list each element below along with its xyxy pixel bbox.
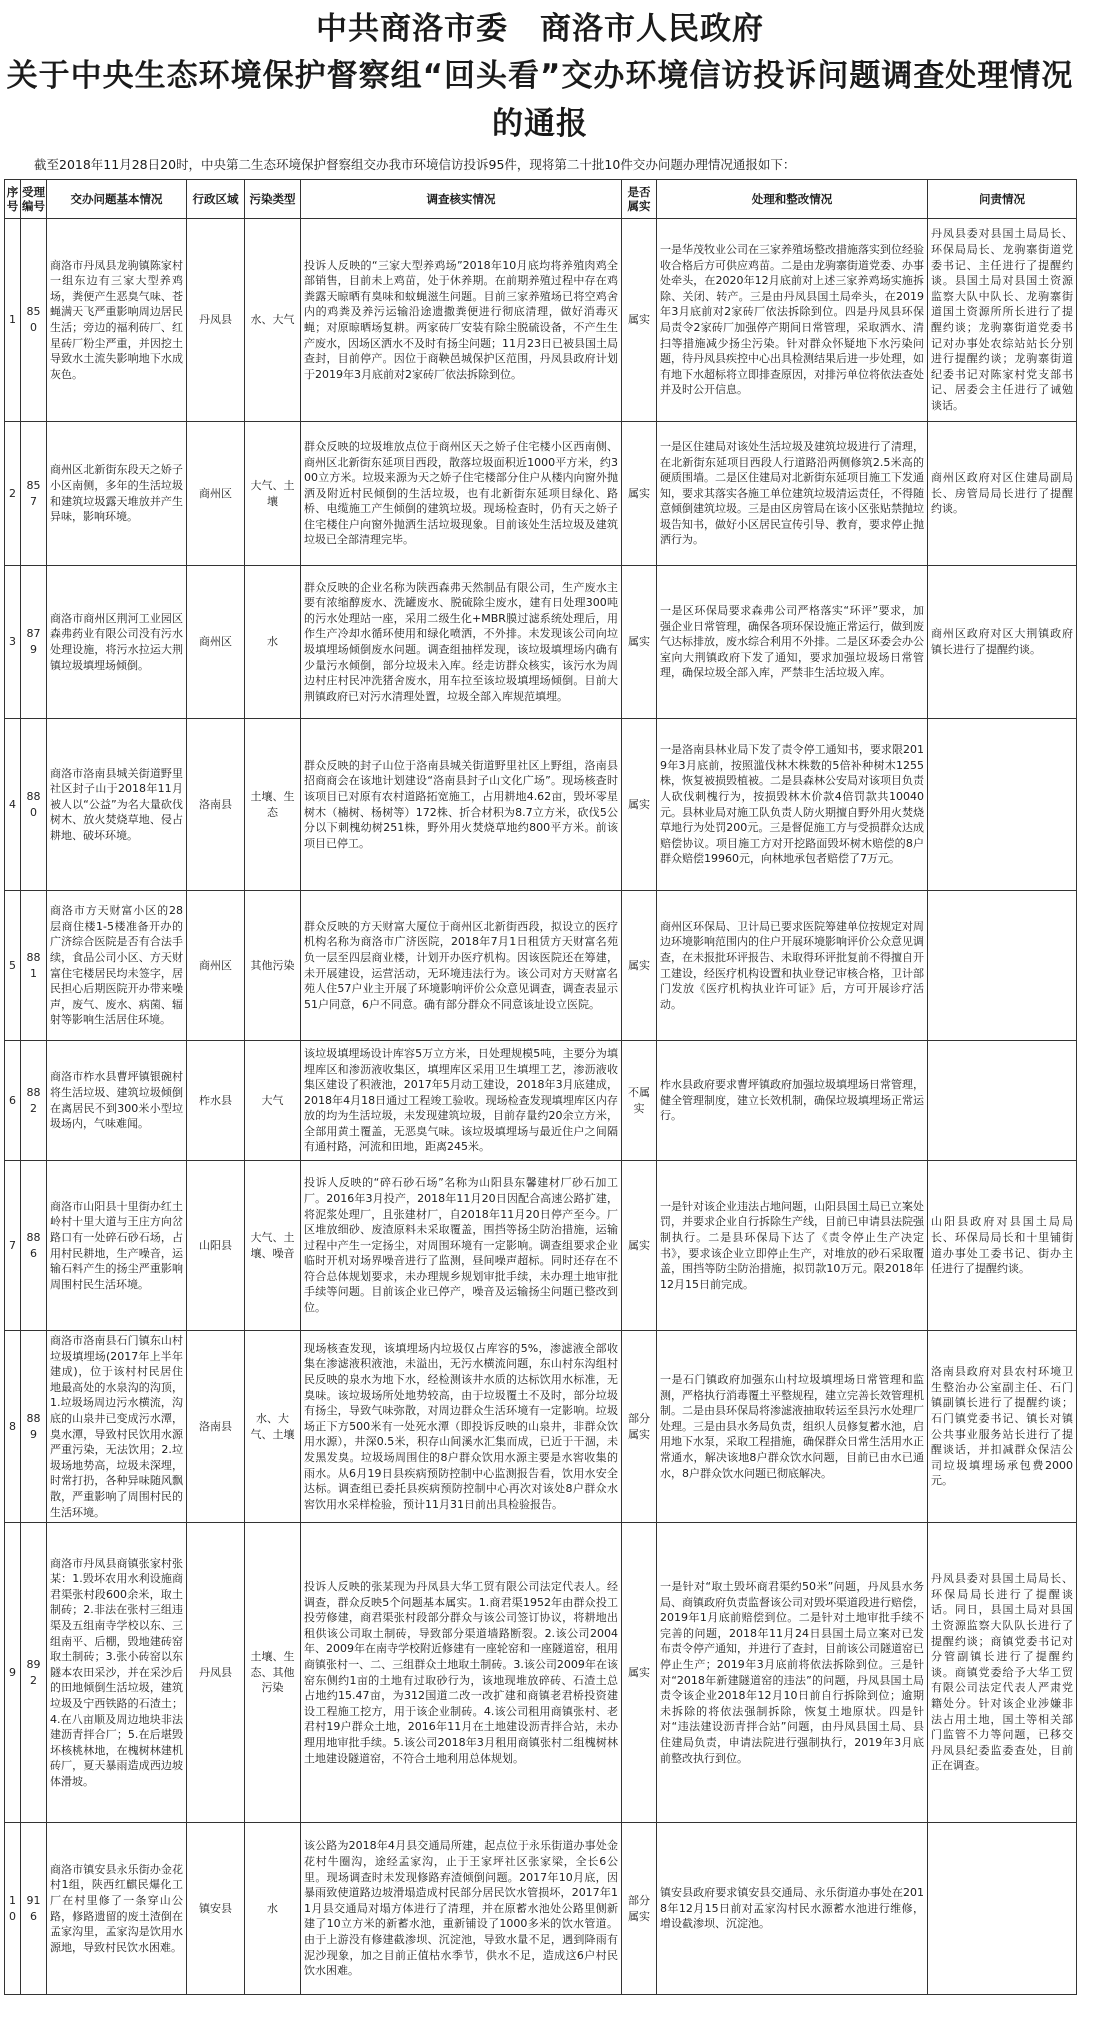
row-district-cell: 山阳县 [187, 1161, 245, 1331]
row-pollution-cell: 水 [245, 1823, 301, 1995]
row-district-cell: 洛南县 [187, 1331, 245, 1523]
row-verified-cell: 属实 [622, 219, 657, 422]
row-seq-cell: 5 [5, 891, 21, 1041]
table-row [5, 1041, 1077, 1161]
row-code-cell: 850 [21, 219, 47, 422]
row-accountability-cell: 商州区政府对区大荆镇政府镇长进行了提醒约谈。 [928, 566, 1077, 719]
row-verified-cell: 属实 [622, 891, 657, 1041]
row-pollution-cell: 水、大气 [245, 219, 301, 422]
row-district-cell: 洛南县 [187, 719, 245, 891]
row-district-cell: 丹凤县 [187, 219, 245, 422]
row-issue-cell: 商洛市洛南县城关街道野里社区封子山于2018年11月被人以“公益”为名大量砍伐树木、放火焚烧草地、侵占耕地、破坏环境。 [47, 719, 187, 891]
row-district-cell: 丹凤县 [187, 1523, 245, 1823]
row-seq-cell: 4 [5, 719, 21, 891]
document-title-line1: 中共商洛市委 商洛市人民政府 [316, 11, 764, 47]
row-issue-cell: 商洛市丹凤县商镇张家村张某：1.毁坏农用水利设施商君渠张村段600余米，取土制砖；2.非法在张村三组违渠及五组南寺学校以东、三组南平、后棚，毁地建砖窑取土制砖；3.张小砖窑以东隧本农田采沙，并在采沙后的田地倾倒生活垃圾，建筑垃圾及宁西铁路的石渣土；4.在八亩顺及周边地块非法建沥青拌合厂；5.在后堪毁坏核桃林地，在槐树林建机砖厂，夏天暴雨造成西边坡体滑坡。 [47, 1523, 187, 1823]
row-verified-cell: 属实 [622, 566, 657, 719]
row-verified-cell: 不属实 [622, 1041, 657, 1161]
header-issue: 交办问题基本情况 [47, 180, 187, 219]
row-district-cell: 柞水县 [187, 1041, 245, 1161]
header-verified: 是否属实 [622, 180, 657, 219]
row-accountability-cell: 丹凤县委对县国土局局长、环保局局长、龙驹寨街道党委书记、主任进行了提醒约谈。县国土局对县国土资源监察大队中队长、龙驹寨街道国土资源所所长进行了提醒约谈；龙驹寨街道党委书记对办事处农综站站长分别进行提醒约谈；龙驹寨街道纪委书记对陈家村党支部书记、居委会主任进行了诫勉谈话。 [928, 219, 1077, 422]
row-investigation-cell: 群众反映的方天财富大厦位于商州区北新街西段，拟设立的医疗机构名称为商洛市广济医院，2018年7月1日租赁方天财富名苑负一层至四层商业楼，计划开办医疗机构。因该医院还在筹建，未开展建设，运营活动，无环境违法行为。该公司对方天财富名苑人住57户业主开展了环境影响评价公众意见调查，调查表显示51户同意，6户不同意。确有部分群众不同意该址设立医院。 [301, 891, 622, 1041]
row-investigation-cell: 该垃圾填埋场设计库容5万立方米，日处理规模5吨，主要分为填埋库区和渗沥液收集区，填埋库区采用卫生填埋工艺，渗沥液收集区建设了积液池，2017年5月动工建设，2018年3月底建成，2018年4月18日通过工程竣工验收。现场检查发现填埋库区内存放的均为生活垃圾，未发现建筑垃圾，目前存量约20余立方米，全部用黄土覆盖，无恶臭气味。该垃圾填埋场与最近住户之间隔有通村路，河流和田地，距离245米。 [301, 1041, 622, 1161]
row-handling-cell: 一是区环保局要求森弗公司严格落实“环评”要求，加强企业日常管理，确保各项环保设施正常运行，做到废气达标排放，废水综合利用不外排。二是区环委会办公室向大荆镇政府下发了通知，要求加强垃圾场日常管理，确保垃圾全部入库，严禁非生活垃圾入库。 [657, 566, 928, 719]
row-pollution-cell: 大气 [245, 1041, 301, 1161]
header-code: 受理编号 [21, 180, 47, 219]
row-accountability-cell [928, 719, 1077, 891]
row-code-cell: 880 [21, 719, 47, 891]
row-district-cell: 商州区 [187, 891, 245, 1041]
row-investigation-cell: 该公路为2018年4月县交通局所建，起点位于永乐街道办事处金花村牛圈沟，途经孟家沟，止于王家坪社区张家梁，全长6公里。现场调查时未发现修路弃渣倾倒问题。2017年10月底，因暴雨致使道路边坡滑塌造成村民部分居民饮水管损坏，2017年11月县交通局对塌方体进行了清理，并在原蓄水池处公路里侧新建了10立方米的新蓄水池，重新铺设了1000多米的饮水管道。由于上游没有修建截渗坝、沉淀池，导致水量不足，遇到降雨有泥沙现象，加之目前正值枯水季节，供水不足，造成这6户村民饮水困难。 [301, 1823, 622, 1995]
row-code-cell: 886 [21, 1161, 47, 1331]
row-seq-cell: 10 [5, 1823, 21, 1995]
row-pollution-cell: 土壤、生态、其他污染 [245, 1523, 301, 1823]
header-district: 行政区域 [187, 180, 245, 219]
row-handling-cell: 一是针对该企业违法占地问题，山阳县国土局已立案处罚，并要求企业自行拆除生产线，目前已申请县法院强制执行。二是县环保局下达了《责令停止生产决定书》，要求该企业立即停止生产，对堆放的砂石采取覆盖，围挡等防尘防治措施，拟罚款10万元。限2018年12月15日前完成。 [657, 1161, 928, 1331]
table-row [5, 1823, 1077, 1995]
table-row [5, 1161, 1077, 1331]
row-seq-cell: 7 [5, 1161, 21, 1331]
row-issue-cell: 商洛市柞水县曹坪镇银碗村将生活垃圾、建筑垃圾倾倒在离居民不到300米小型垃圾场内，气味难闻。 [47, 1041, 187, 1161]
row-code-cell: 889 [21, 1331, 47, 1523]
row-handling-cell: 一是针对“取土毁坏商君渠约50米”问题，丹凤县水务局、商镇政府负责监督该公司对毁坏渠道段进行赔偿，2019年1月底前赔偿到位。二是针对土地审批手续不完善的问题，2018年11月24日县国土局立案对已发布责令停产通知，并进行了查封，目前该公司隧道窑已停止生产；2019年3月底前将依法拆除到位。三是针对“2018年新建隧道窑的违法”的问题，丹凤县国土局责令该企业2018年12月10日前自行拆除到位；逾期未拆除的将依法强制拆除，恢复土地原状。四是针对“违法建设沥青拌合站”问题，由丹凤县国土局、县住建局负责，申请法院进行强制执行，2019年3月底前整改执行到位。 [657, 1523, 928, 1823]
row-investigation-cell: 投诉人反映的“碎石砂石场”名称为山阳县东馨建材厂砂石加工厂。2016年3月投产，2018年11月20日因配合高速公路扩建，将泥浆处理厂，且张建材厂，自2018年11月20日停产至今。厂区堆放细砂、废渣原料未采取覆盖，围挡等扬尘防治措施，运输过程中产生一定扬尘，对周围环境有一定影响。调查组要求企业临时开机对场界噪音进行了监测，昼间噪声超标。同时还存在不符合总体规划要求，未办理规乡规划审批手续，未办理土地审批手续等问题。目前该企业已停产，噪音及运输扬尘问题已整改到位。 [301, 1161, 622, 1331]
table-header-row [5, 180, 1077, 219]
row-verified-cell: 部分属实 [622, 1823, 657, 1995]
row-pollution-cell: 大气、土壤、噪音 [245, 1161, 301, 1331]
row-verified-cell: 属实 [622, 1523, 657, 1823]
row-district-cell: 商州区 [187, 566, 245, 719]
row-pollution-cell: 土壤、生态 [245, 719, 301, 891]
row-investigation-cell: 现场核查发现，该填埋场内垃圾仅占库容的5%，渗滤液全部收集在渗滤液积液池，未溢出，无污水横流问题，东山村东沟组村民反映的泉水为地下水，经检测该井水质的达标饮用水标准，无臭味。该垃圾场所处地势较高，由于垃圾覆土不及时，部分垃圾有扬尘，导致气味弥散，对周边群众生活环境有一定影响。垃圾场正下方500米有一处死水潭（即投诉反映的山泉井，非群众饮用水源），井深0.5米，积存山间溪水汇集而成，已近于干涸，未发黑发臭。垃圾场周围住的8户群众饮用水源主要是水窖收集的雨水。从6月19日县疾病预防控制中心监测报告看，饮用水安全达标。调查组已委托县疾病预防控制中心再次对该处8户群众水窖饮用水采样检验，预计11月31日前出具检验报告。 [301, 1331, 622, 1523]
document-title-line2: 关于中央生态环境保护督察组“回头看”交办环境信访投诉问题调查处理情况的通报 [6, 58, 1074, 142]
header-seq: 序号 [5, 180, 21, 219]
row-seq-cell: 3 [5, 566, 21, 719]
row-code-cell: 879 [21, 566, 47, 719]
row-accountability-cell: 洛南县政府对县农村环境卫生整治办公室副主任、石门镇副镇长进行了提醒约谈；石门镇党委书记、镇长对镇公共事业服务站长进行了提醒谈话，并扣减群众保洁公司垃圾填埋场承包费2000元。 [928, 1331, 1077, 1523]
row-issue-cell: 商洛市方天财富小区的28层商住楼1-5楼准备开办的广济综合医院是否有合法手续，食品公司小区、方天财富住宅楼居民均未签字，居民担心后期医院开办带来噪声，废气、废水、病菌、辐射等影响生活居住环境。 [47, 891, 187, 1041]
row-issue-cell: 商洛市镇安县永乐街办金花村1组，陕西红麒民爆化工厂在村里修了一条穿山公路，修路遗留的废土渣倒在孟家沟里，孟家沟是饮用水源地，导致村民饮水困难。 [47, 1823, 187, 1995]
row-investigation-cell: 投诉人反映的“三家大型养鸡场”2018年10月底均将养殖肉鸡全部销售，目前未上鸡苗，处于休养期。在前期养殖过程中存在鸡粪露天晾晒有臭味和蚊蝇滋生问题。目前三家养殖场已将空鸡舍内的鸡粪及养污运输沿途遗撒粪便进行彻底清理，做好消毒灭蝇；对原晾晒场复耕。两家砖厂安装有除尘脱硫设备，不产生生产废水，因场区洒水不及时有扬尘问题；11月23日已被县国土局查封，目前停产。因位于商鞅邑城保护区范围，丹凤县政府计划于2019年3月底前对2家砖厂依法拆除到位。 [301, 219, 622, 422]
row-investigation-cell: 群众反映的企业名称为陕西森弗天然制品有限公司，生产废水主要有浓缩醇废水、洗罐废水、脱硫除尘废水，建有日处理300吨的污水处理站一座，采用二级生化+MBR膜过滤系统处理后，用作生产冷却水循环使用和绿化喷洒，不外排。未发现该公司向垃圾填埋场倾倒废水问题。调查组抽样发现，该垃圾填埋场内确有少量污水倾倒，部分垃圾未入库。经走访群众核实，该污水为周边村庄村民冲洗猪舍废水，用车拉至该垃圾填埋场倾倒。目前大荆镇政府已对污水清理处置，垃圾全部入库规范填埋。 [301, 566, 622, 719]
row-code-cell: 882 [21, 1041, 47, 1161]
row-accountability-cell: 商州区政府对区住建局副局长、房管局局长进行了提醒约谈。 [928, 422, 1077, 566]
row-code-cell: 881 [21, 891, 47, 1041]
row-issue-cell: 商州区北新街东段天之娇子小区南侧，多年的生活垃圾和建筑垃圾露天堆放并产生异味，影响环境。 [47, 422, 187, 566]
row-district-cell: 镇安县 [187, 1823, 245, 1995]
table-row [5, 719, 1077, 891]
row-code-cell: 857 [21, 422, 47, 566]
table-row [5, 422, 1077, 566]
header-pollution: 污染类型 [245, 180, 301, 219]
row-accountability-cell: 山阳县政府对县国土局局长、环保局局长和十里铺街道办事处工委书记、街办主任进行了提醒约谈。 [928, 1161, 1077, 1331]
table-row [5, 1331, 1077, 1523]
row-district-cell: 商州区 [187, 422, 245, 566]
row-pollution-cell: 水、大气、土壤 [245, 1331, 301, 1523]
row-code-cell: 916 [21, 1823, 47, 1995]
row-issue-cell: 商洛市丹凤县龙驹镇陈家村一组东边有三家大型养鸡场，粪便产生恶臭气味、苍蝇满天飞严重影响周边居民生活；旁边的福利砖厂、红星砖厂粉尘严重，并因挖土导致水土流失影响地下水成灰色。 [47, 219, 187, 422]
row-verified-cell: 属实 [622, 422, 657, 566]
row-handling-cell: 一是区住建局对该处生活垃圾及建筑垃圾进行了清理，在北新街东延项目西段人行道路沿两侧修筑2.5米高的硬质围墙。二是区住建局对北新街东延项目施工下发通知，要求其落实各施工单位建筑垃圾清运责任，不得随意倾倒建筑垃圾。三是由区房管局在该小区张贴禁抛垃圾告知书，做好小区居民宣传引导、教育，要求停止抛洒行为。 [657, 422, 928, 566]
row-accountability-cell [928, 1041, 1077, 1161]
intro-paragraph: 截至2018年11月28日20时，中央第二生态环境保护督察组交办我市环境信访投诉95件，现将第二十批10件交办问题办理情况通报如下： [34, 157, 796, 172]
row-pollution-cell: 其他污染 [245, 891, 301, 1041]
row-handling-cell: 一是华茂牧业公司在三家养殖场整改措施落实到位经验收合格后方可供应鸡苗。二是由龙驹寨街道党委、办事处牵头，在2020年12月底前对上述三家养鸡场实施拆除、关闭、转产。三是由丹凤县国土局牵头，在2019年3月底前对2家砖厂依法拆除到位。四是丹凤县环保局责令2家砖厂加强停产期间日常管理，采取洒水、清扫等措施减少扬尘污染。针对群众怀疑地下水污染问题，待丹凤县疾控中心出具检测结果后进一步处理，如有地下水超标将立即排查原因，对排污单位将依法查处并及时公开信息。 [657, 219, 928, 422]
row-verified-cell: 属实 [622, 1161, 657, 1331]
row-handling-cell: 柞水县政府要求曹坪镇政府加强垃圾填埋场日常管理，健全管理制度，建立长效机制，确保垃圾填埋场正常运行。 [657, 1041, 928, 1161]
row-verified-cell: 部分属实 [622, 1331, 657, 1523]
complaints-table [4, 179, 1077, 1995]
row-seq-cell: 9 [5, 1523, 21, 1823]
row-investigation-cell: 群众反映的垃圾堆放点位于商州区天之娇子住宅楼小区西南侧、商州区北新街东延项目西段，散落垃圾面积近1000平方米，约300立方米。垃圾来源为天之娇子住宅楼部分住户从楼内向窗外抛洒及附近村民倾倒的生活垃圾，也有北新街东延项目绿化、路桥、电缆施工产生倾倒的建筑垃圾。现场检查时，仍有天之娇子住宅楼住户向窗外抛洒生活垃圾现象。目前该处生活垃圾及建筑垃圾已全部清理完毕。 [301, 422, 622, 566]
header-accountability: 问责情况 [928, 180, 1077, 219]
header-handling: 处理和整改情况 [657, 180, 928, 219]
header-investigation: 调查核实情况 [301, 180, 622, 219]
row-verified-cell: 属实 [622, 719, 657, 891]
row-code-cell: 892 [21, 1523, 47, 1823]
row-issue-cell: 商洛市山阳县十里街办红土岭村十里大道与王庄方向岔路口有一处碎石砂石场，占用村民耕地，生产噪音，运输石料产生的扬尘严重影响周围村民生活环境。 [47, 1161, 187, 1331]
row-seq-cell: 1 [5, 219, 21, 422]
row-seq-cell: 8 [5, 1331, 21, 1523]
row-seq-cell: 2 [5, 422, 21, 566]
row-pollution-cell: 大气、土壤 [245, 422, 301, 566]
table-row [5, 219, 1077, 422]
row-handling-cell: 镇安县政府要求镇安县交通局、永乐街道办事处在2018年12月15日前对孟家沟村民水源蓄水池进行维修，增设截渗坝、沉淀池。 [657, 1823, 928, 1995]
row-handling-cell: 一是石门镇政府加强东山村垃圾填埋场日常管理和监测，严格执行消毒覆土平整规程，建立完善长效管理机制。二是由县环保局将渗滤液抽取转运至县污水处理厂处理。三是由县水务局负责，组织人员修复蓄水池，启用地下水泵，采取工程措施，确保群众日常生活用水正常通水，解决该地8户群众饮水问题，目前已由水已通水，8户群众饮水问题已彻底解决。 [657, 1331, 928, 1523]
row-accountability-cell: 丹凤县委对县国土局局长、环保局局长进行了提醒谈话。同日，县国土局对县国土资源监察大队队长进行了提醒约谈；商镇党委书记对分管副镇长进行了提醒约谈。商镇党委给予大华工贸有限公司法定代表人严肃党籍处分。针对该企业涉嫌非法占用土地，国土等相关部门监管不力等问题，已移交丹凤县纪委监委查处，目前正在调查。 [928, 1523, 1077, 1823]
row-investigation-cell: 投诉人反映的张某现为丹凤县大华工贸有限公司法定代表人。经调查，群众反映5个问题基本属实。1.商君渠1952年由群众投工投劳修建，商君渠张村段部分群众与该公司签订协议，将耕地出租供该公司取土制砖，导致部分渠道墙路断裂。2.该公司2004年、2009年在南寺学校附近修建有一座轮窑和一座隧道窑，租用商镇张村一、二、三组群众土地取土制砖。3.该公司2009年在该窑东侧约1亩的土地有过取砂行为，该地现堆放碎砖、石渣土总占地约15.47亩，为312国道二改一改扩建和商镇老君桥投资建设工程施工挖方，用于该企业制砖。4.该公司租用商镇张村、老君村19户群众土地，2016年11月在土地建设沥青拌合站，未办理用地审批手续。5.该公司2018年3月租用商镇张村二组槐树林土地建设隧道窑，不符合土地利用总体规划。 [301, 1523, 622, 1823]
row-seq-cell: 6 [5, 1041, 21, 1161]
row-accountability-cell [928, 891, 1077, 1041]
row-handling-cell: 商州区环保局、卫计局已要求医院筹建单位按规定对周边环境影响范围内的住户开展环境影响评价公众意见调查，在未报批环评报告、未取得环评批复前不得擅自开工建设，经医疗机构设置和执业登记审核合格，卫计部门发放《医疗机构执业许可证》后，方可开展诊疗活动。 [657, 891, 928, 1041]
row-issue-cell: 商洛市洛南县石门镇东山村垃圾填埋场(2017年上半年建成)，位于该村村民居住地最高处的水泉沟的沟顶，1.垃圾场周边污水横流，沟底的山泉井已变成污水潭，臭水潭，导致村民饮用水源严重污染，无法饮用；2.垃圾场地势高，垃圾未深埋，时常打扔，各种异味随风飘散，严重影响了周围村民的生活环境。 [47, 1331, 187, 1523]
table-row [5, 1523, 1077, 1823]
row-handling-cell: 一是洛南县林业局下发了责令停工通知书，要求限2019年3月底前，按照滥伐林木株数的5倍补种树木1255株，恢复被损毁植被。二是县森林公安局对该项目负责人砍伐刺槐行为，按损毁林木价款4倍罚款共10040元。县林业局对施工队负责人防火期擅自野外用火焚烧草地行为处罚200元。三是督促施工方与受损群众达成赔偿协议。项目施工方对开挖路面毁坏树木赔偿的8户群众赔偿19960元，向林地承包者赔偿了7万元。 [657, 719, 928, 891]
row-pollution-cell: 水 [245, 566, 301, 719]
row-investigation-cell: 群众反映的封子山位于洛南县城关街道野里社区上野组，洛南县招商商会在该地计划建设“洛南县封子山文化广场”。现场核查时该项目已对原有农村道路拓宽施工，占用耕地4.62亩，毁坏零星树木（楠树、杨树等）172株、折合材积为8.7立方米，砍伐5公分以下刺槐幼树251株，野外用火焚烧草地约800平方米。前该项目已停工。 [301, 719, 622, 891]
table-row [5, 566, 1077, 719]
row-issue-cell: 商洛市商州区荆河工业园区森弗药业有限公司没有污水处理设施，将污水拉运大荆镇垃圾填埋场倾倒。 [47, 566, 187, 719]
table-row [5, 891, 1077, 1041]
row-accountability-cell [928, 1823, 1077, 1995]
